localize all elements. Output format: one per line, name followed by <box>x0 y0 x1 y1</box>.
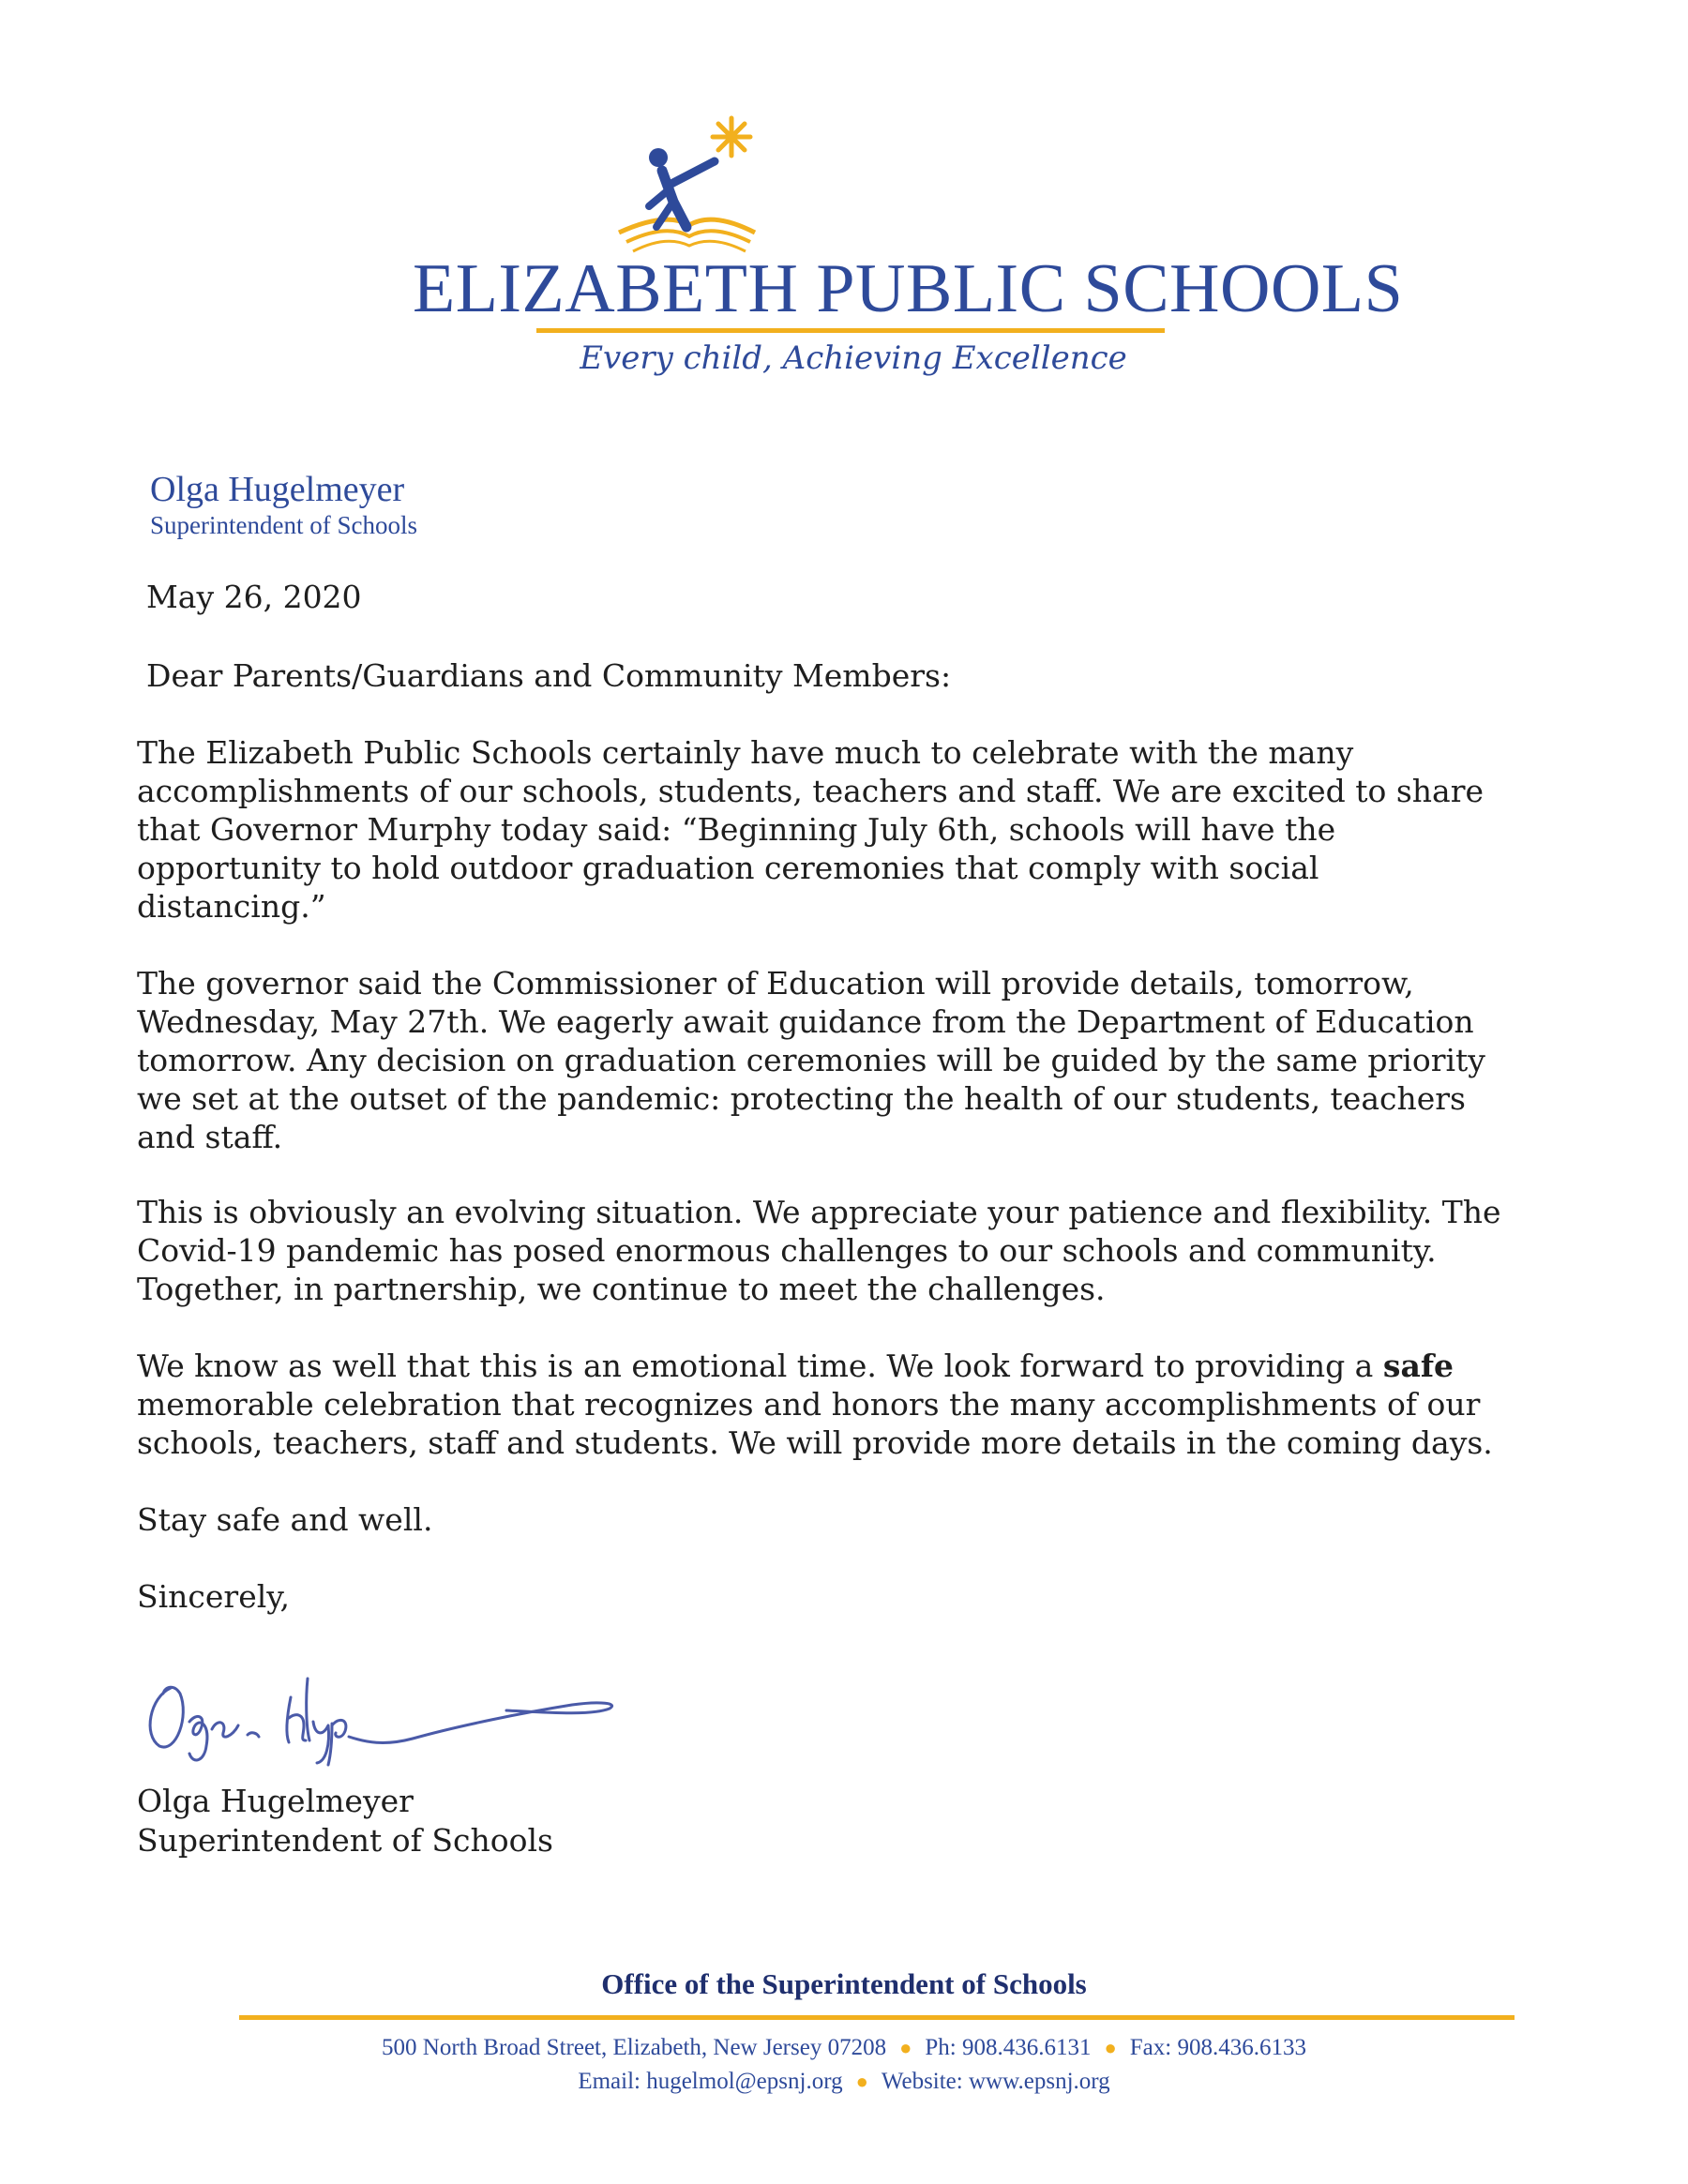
letter-closing-remark: Stay safe and well. <box>137 1501 433 1538</box>
school-logo-icon <box>600 113 769 253</box>
footer-fax: Fax: 908.436.6133 <box>1129 2035 1306 2060</box>
header-divider <box>536 328 1165 333</box>
footer-address-line <box>0 2035 1688 2061</box>
bullet-separator-icon: ● <box>1104 2036 1117 2059</box>
footer-phone: Ph: 908.436.6131 <box>925 2035 1092 2060</box>
letter-valediction: Sincerely, <box>137 1578 291 1615</box>
school-tagline: Every child, Achieving Excellence <box>580 339 1127 377</box>
bullet-separator-icon: ● <box>855 2070 868 2093</box>
letter-paragraph: The governor said the Commissioner of Education will provide details, tomorrow, Wednesday, May 27th. We eagerly await guidance from the Department of Education tomorrow. Any decision on graduation ceremonies will be guided by the same priority we set at the outset of the pandemic: protecting the health of our students, teachers and staff. <box>137 965 1485 1155</box>
footer-email[interactable]: Email: hugelmol@epsnj.org <box>578 2069 843 2094</box>
letter-date: May 26, 2020 <box>146 579 362 615</box>
footer-address: 500 North Broad Street, Elizabeth, New Jersey 07208 <box>382 2035 887 2060</box>
letter-paragraph: This is obviously an evolving situation. We appreciate your patience and flexibility. The Covid-19 pandemic has posed enormous challenges to our schools and community. Together, in partnership, we continue to meet the challenges. <box>137 1194 1501 1307</box>
letter-salutation: Dear Parents/Guardians and Community Members: <box>146 657 952 694</box>
letter-paragraph <box>137 1347 1562 1462</box>
footer-contact-line <box>0 2069 1688 2095</box>
handwritten-signature <box>131 1660 656 1772</box>
sender-name: Olga Hugelmeyer <box>150 470 405 509</box>
footer-divider <box>239 2015 1515 2020</box>
bullet-separator-icon: ● <box>899 2036 912 2059</box>
school-name: ELIZABETH PUBLIC SCHOOLS <box>413 250 1404 327</box>
emphasized-word: safe <box>1382 1348 1454 1384</box>
paragraph-text: We know as well that this is an emotional time. We look forward to providing a <box>137 1348 1383 1384</box>
letter-paragraph: The Elizabeth Public Schools certainly have much to celebrate with the many accomplishments of our schools, students, teachers and staff. We are excited to share that Governor Murphy today said: “Beginning July 6th, schools will have the opportunity to hold outdoor graduation ceremonies that comply with social distancing.” <box>137 734 1485 925</box>
sender-title: Superintendent of Schools <box>150 511 417 539</box>
paragraph-text: memorable celebration that recognizes and honors the many accomplishments of our schools, teachers, staff and students. We will provide more details in the coming days. <box>137 1386 1493 1461</box>
footer-website[interactable]: Website: www.epsnj.org <box>881 2069 1110 2094</box>
signer-name: Olga Hugelmeyer <box>137 1783 414 1819</box>
footer-office-name: Office of the Superintendent of Schools <box>601 1967 1087 2000</box>
letterhead <box>0 103 1688 403</box>
signer-title: Superintendent of Schools <box>137 1822 553 1859</box>
